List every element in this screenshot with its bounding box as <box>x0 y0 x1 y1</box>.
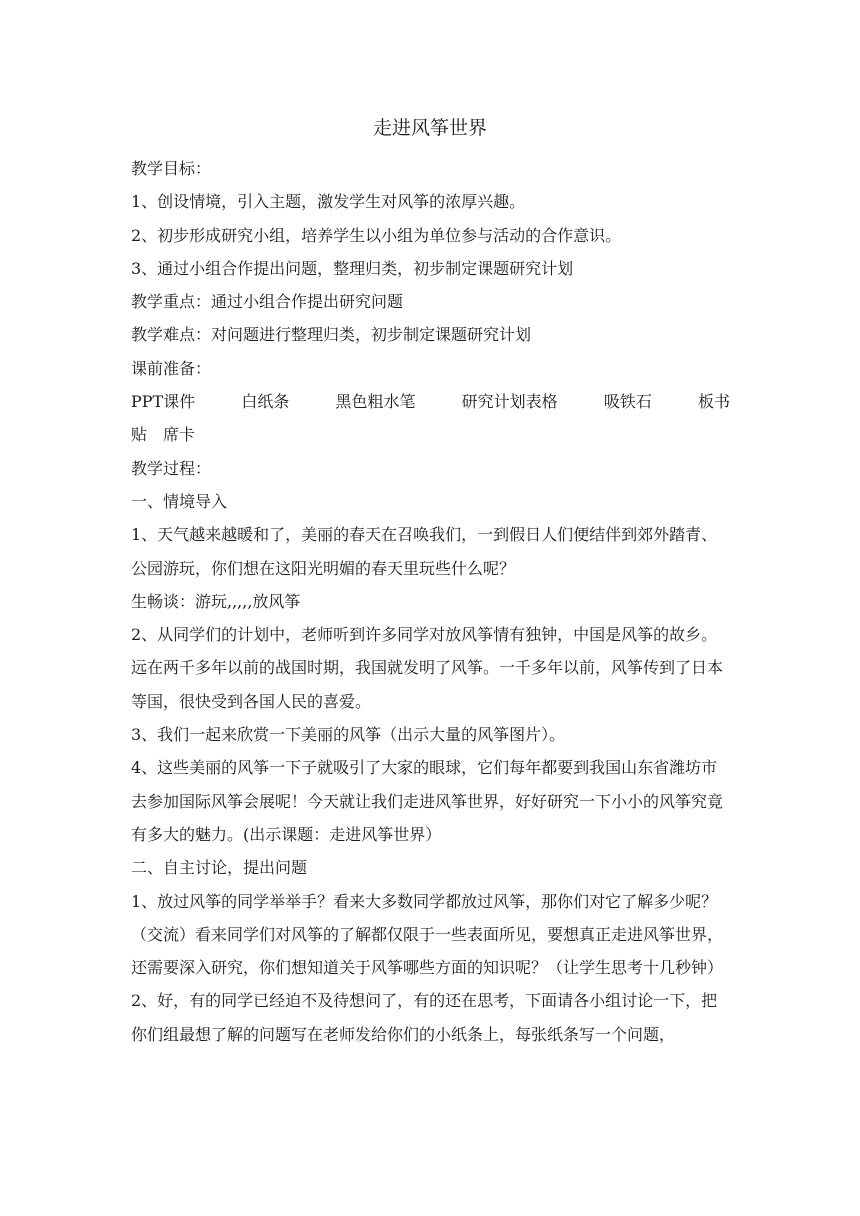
paragraph: 教学目标： <box>131 159 212 178</box>
prep-item: 研究计划表格 <box>461 392 558 412</box>
prep-item: PPT课件 <box>131 392 196 412</box>
document-body <box>131 152 730 1051</box>
paragraph: 教学难点：对问题进行整理归类，初步制定课题研究计划 <box>131 325 532 345</box>
paragraph: 3、我们一起来欣赏一下美丽的风筝（出示大量的风筝图片）。 <box>131 725 566 745</box>
preparation-list-continued: 贴 席卡 <box>131 425 196 445</box>
paragraph: 生畅谈：游玩,,,,,放风筝 <box>131 591 301 611</box>
paragraph: 2、从同学们的计划中，老师听到许多同学对放风筝情有独钟，中国是风筝的故乡。远在两千多年以前的战国时期，我国就发明了风筝。一千多年以前，风筝传到了日本等国，很快受到各国人民的喜爱。 <box>131 625 724 711</box>
paragraph: 课前准备： <box>131 358 212 378</box>
paragraph: 2、初步形成研究小组，培养学生以小组为单位参与活动的合作意识。 <box>131 225 622 245</box>
paragraph: 1、创设情境，引入主题，激发学生对风筝的浓厚兴趣。 <box>131 192 526 212</box>
paragraph: 2、好，有的同学已经迫不及待想问了，有的还在思考，下面请各小组讨论一下，把你们组最想了解的问题写在老师发给你们的小纸条上，每张纸条写一个问题， <box>131 991 718 1044</box>
preparation-list <box>131 385 730 418</box>
document-title: 走进风筝世界 <box>372 117 487 139</box>
paragraph: 教学重点：通过小组合作提出研究问题 <box>131 292 404 312</box>
prep-item: 白纸条 <box>241 392 290 412</box>
prep-item: 吸铁石 <box>603 392 652 412</box>
paragraph: 1、天气越来越暖和了，美丽的春天在召唤我们，一到假日人们便结伴到郊外踏青、公园游玩，你们想在这阳光明媚的春天里玩些什么呢？ <box>131 525 718 578</box>
paragraph: 教学过程： <box>131 458 212 478</box>
section-heading: 二、自主讨论，提出问题 <box>131 858 308 878</box>
prep-item: 黑色粗水笔 <box>335 392 416 412</box>
prep-item: 板书 <box>697 392 730 412</box>
section-heading: 一、情境导入 <box>131 491 228 511</box>
paragraph: 3、通过小组合作提出问题，整理归类，初步制定课题研究计划 <box>131 258 574 278</box>
paragraph: 1、放过风筝的同学举举手？看来大多数同学都放过风筝，那你们对它了解多少呢？（交流）看来同学们对风筝的了解都仅限于一些表面所见，要想真正走进风筝世界，还需要深入研究，你们想知道关于风筝哪些方面的知识呢？（让学生思考十几秒钟） <box>131 891 724 978</box>
paragraph: 4、这些美丽的风筝一下子就吸引了大家的眼球，它们每年都要到我国山东省潍坊市去参加国际风筝会展呢！今天就让我们走进风筝世界，好好研究一下小小的风筝究竟有多大的魅力。(出示课题：走进风筝世界） <box>131 758 724 844</box>
